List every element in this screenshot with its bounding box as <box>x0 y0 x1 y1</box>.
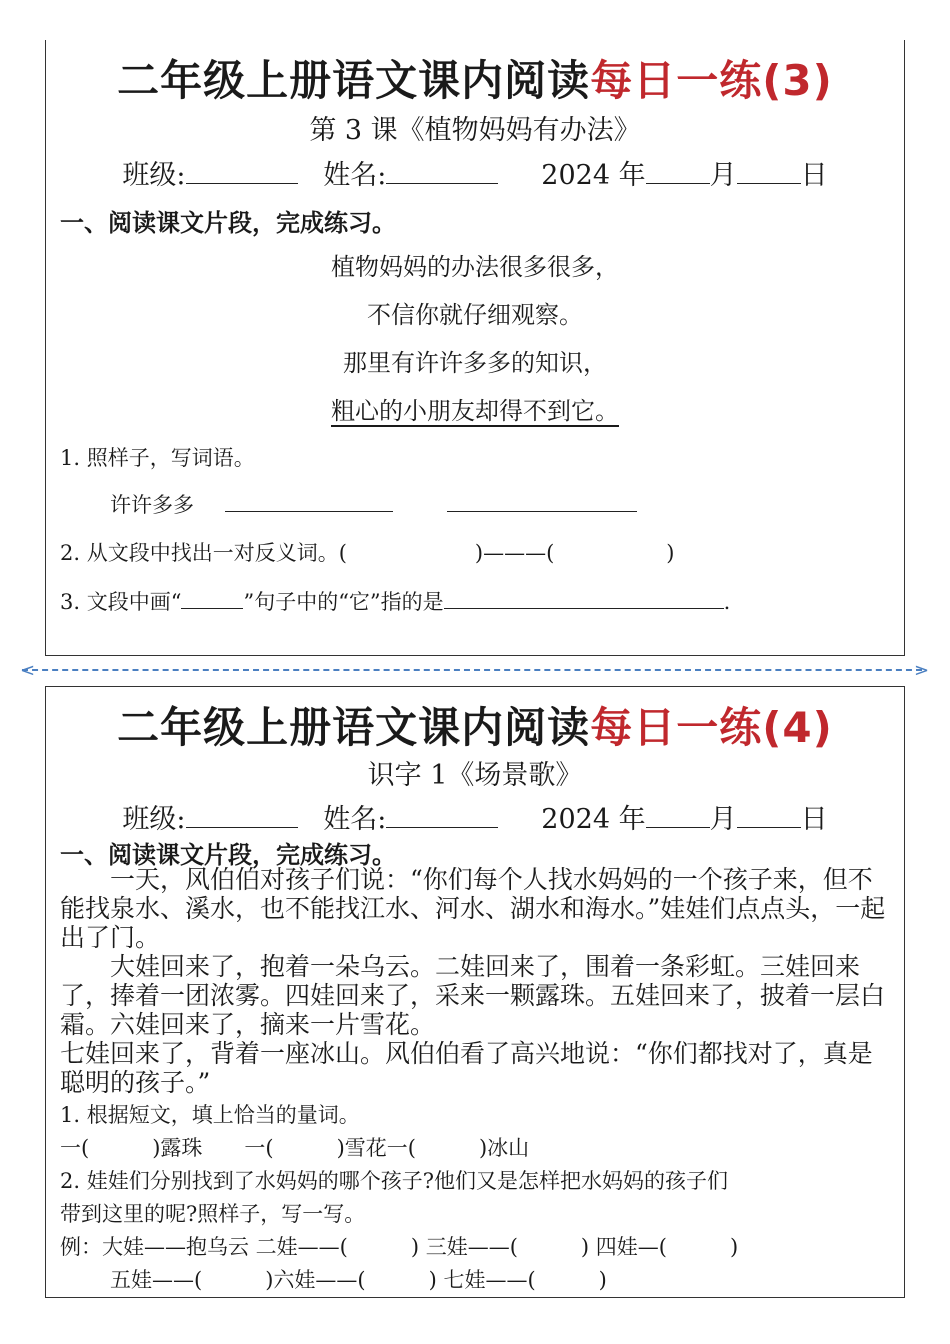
question-2-answer-row[interactable]: 五娃——( )六娃——( ) 七娃——( ) <box>110 1268 607 1292</box>
reading-passage <box>60 865 896 1097</box>
year-label: 2024 年 <box>541 160 646 191</box>
answer-blank[interactable] <box>444 590 724 609</box>
month-label: 月 <box>709 804 737 835</box>
question-2-close: ) <box>666 541 675 565</box>
question-2 <box>60 537 675 567</box>
passage-paragraph: 大娃回来了，抱着一朵乌云。二娃回来了，围着一条彩虹。三娃回来了，捧着一团浓雾。四娃回来了，采来一颗露珠。五娃回来了，披着一层白霜。六娃回来了，摘来一片雪花。 <box>60 952 886 1039</box>
worksheet-title <box>46 695 904 755</box>
question-1-answer-row <box>110 489 637 519</box>
day-label: 日 <box>800 804 828 835</box>
passage-paragraph: 一天，风伯伯对孩子们说：“你们每个人找水妈妈的一个孩子来，但不能找泉水、溪水，也不能找江水、河水、湖水和海水。”娃娃们点点头，一起出了门。 <box>60 865 886 952</box>
question-2-text: 2. 从文段中找出一对反义词。( <box>60 541 347 565</box>
arrow-right-icon: > <box>914 660 930 681</box>
worksheet-card-4 <box>45 686 905 1298</box>
name-label: 姓名: <box>323 160 387 191</box>
year-label: 2024 年 <box>541 804 646 835</box>
day-blank[interactable] <box>737 159 801 184</box>
name-blank[interactable] <box>386 803 498 828</box>
passage-paragraph: 七娃回来了，背着一座冰山。风伯伯看了高兴地说：“你们都找对了，真是聪明的孩子。” <box>60 1039 873 1097</box>
question-2-cont: 带到这里的呢?照样子，写一写。 <box>60 1202 366 1226</box>
day-label: 日 <box>800 160 828 191</box>
title-main: 二年级上册语文课内阅读 <box>117 703 591 752</box>
month-label: 月 <box>709 160 737 191</box>
class-label: 班级: <box>122 160 186 191</box>
title-main: 二年级上册语文课内阅读 <box>117 56 591 105</box>
poem-line-underlined <box>46 391 904 426</box>
worksheet-title <box>46 48 904 108</box>
question-3-end: . <box>723 590 731 614</box>
section-heading: 一、阅读课文片段，完成练习。 <box>60 841 396 869</box>
name-blank[interactable] <box>386 159 498 184</box>
class-blank[interactable] <box>186 159 298 184</box>
example-word: 许许多多 <box>110 493 194 517</box>
student-info-line <box>46 153 904 192</box>
question-2: 2. 娃娃们分别找到了水妈妈的哪个孩子?他们又是怎样把水妈妈的孩子们 <box>60 1169 728 1193</box>
question-1-answer-row[interactable]: 一( )露珠 一( )雪花一( )冰山 <box>60 1136 530 1160</box>
question-1: 1. 根据短文，填上恰当的量词。 <box>60 1103 360 1127</box>
answer-blank[interactable] <box>225 491 393 512</box>
lesson-subtitle: 识字 1《场景歌》 <box>367 760 583 791</box>
month-blank[interactable] <box>646 159 710 184</box>
worksheet-card-3 <box>45 40 905 656</box>
answer-blank[interactable] <box>447 491 637 512</box>
question-1: 1. 照样子，写词语。 <box>60 446 255 470</box>
title-highlight: 每日一练(3) <box>590 56 833 105</box>
poem-line: 那里有许许多多的知识， <box>343 349 607 377</box>
lesson-subtitle: 第 3 课《植物妈妈有办法》 <box>309 115 641 146</box>
class-label: 班级: <box>122 804 186 835</box>
question-2-example-row[interactable]: 例：大娃——抱乌云 二娃——( ) 三娃——( ) 四娃—( ) <box>60 1235 739 1259</box>
section-heading: 一、阅读课文片段，完成练习。 <box>60 209 396 237</box>
mark-blank <box>181 590 243 609</box>
underlined-sentence: 粗心的小朋友却得不到它。 <box>331 397 619 425</box>
title-highlight: 每日一练(4) <box>590 703 833 752</box>
class-blank[interactable] <box>186 803 298 828</box>
poem-line: 不信你就仔细观察。 <box>367 301 583 329</box>
name-label: 姓名: <box>323 804 387 835</box>
student-info-line <box>46 797 904 836</box>
dashed-divider <box>22 669 922 671</box>
poem-line: 植物妈妈的办法很多很多， <box>331 253 619 281</box>
month-blank[interactable] <box>646 803 710 828</box>
day-blank[interactable] <box>737 803 801 828</box>
arrow-left-icon: < <box>20 660 36 681</box>
question-3 <box>60 586 730 616</box>
question-3-text: 3. 文段中画“ <box>60 590 182 614</box>
question-2-dash: )———( <box>474 541 555 565</box>
question-3-text-2: ”句子中的“它”指的是 <box>243 590 444 614</box>
